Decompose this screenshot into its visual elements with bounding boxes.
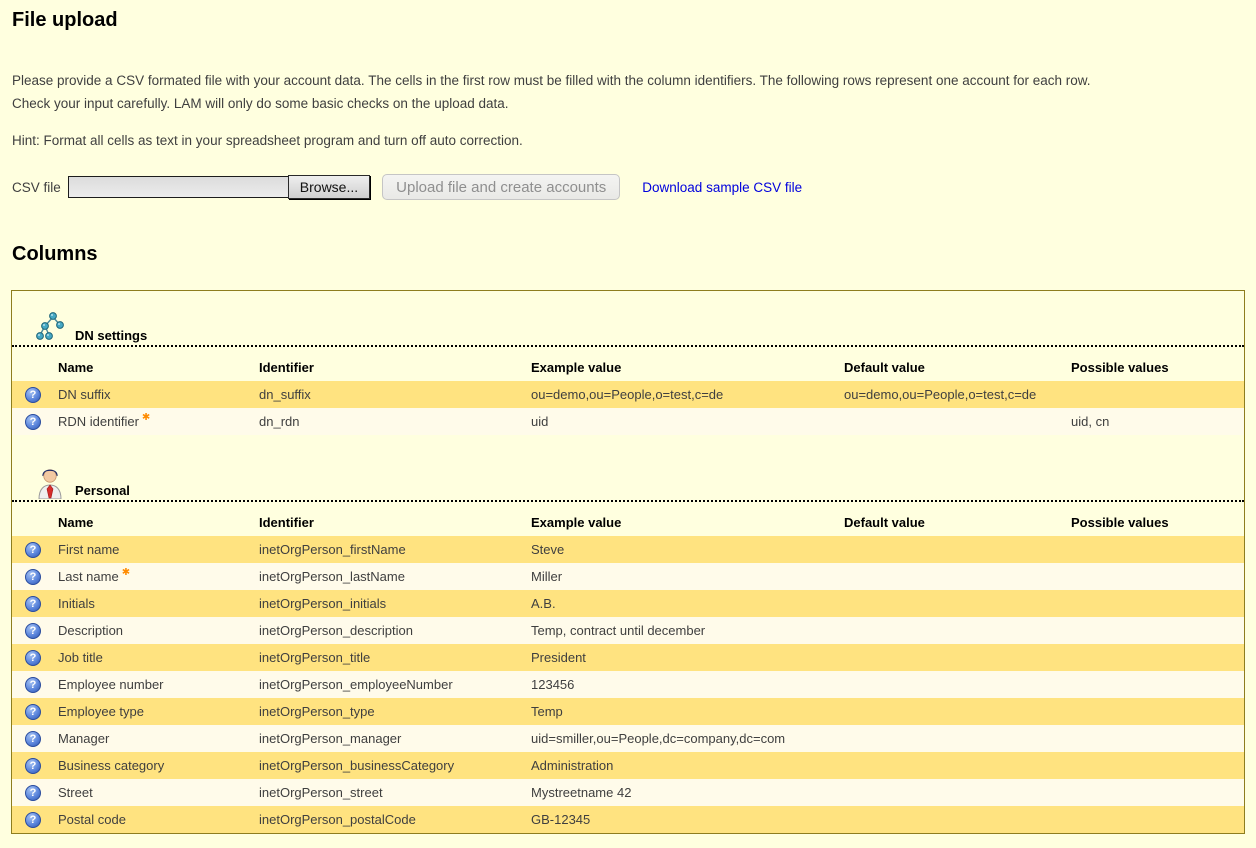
cell-name: DN suffix: [58, 387, 111, 403]
cell-example: Mystreetname 42: [531, 785, 632, 800]
help-icon[interactable]: ?: [25, 596, 41, 612]
help-icon[interactable]: ?: [25, 623, 41, 639]
section-dn-settings: [12, 308, 1244, 435]
cell-name: Business category: [58, 758, 165, 774]
cell-name: Employee type: [58, 704, 144, 720]
section-rows: [12, 536, 1244, 833]
table-row: [12, 806, 1244, 833]
cell-identifier: inetOrgPerson_lastName: [259, 569, 405, 584]
column-header-identifier: Identifier: [259, 515, 314, 530]
cell-example: A.B.: [531, 596, 556, 611]
cell-default: ou=demo,ou=People,o=test,c=de: [844, 387, 1037, 402]
table-row: [12, 752, 1244, 779]
tree-icon: [36, 308, 68, 344]
help-cell: [12, 541, 58, 558]
cell-identifier: inetOrgPerson_businessCategory: [259, 758, 455, 773]
hint-text: Hint: Format all cells as text in your spreadsheet program and turn off auto correction.: [12, 133, 523, 148]
column-header-name: Name: [58, 360, 94, 375]
column-header-identifier: Identifier: [259, 360, 314, 375]
help-cell: [12, 622, 58, 639]
table-row: [12, 725, 1244, 752]
section-head: [36, 308, 1244, 344]
cell-example: Temp, contract until december: [531, 623, 706, 638]
columns-table: [11, 290, 1245, 834]
upload-controls: [12, 174, 1244, 200]
cell-example: uid: [531, 414, 549, 429]
cell-example: President: [531, 650, 586, 665]
section-label: DN settings: [75, 328, 148, 343]
column-headers: [12, 502, 1244, 536]
section-rows: [12, 381, 1244, 435]
table-row: [12, 671, 1244, 698]
cell-name: RDN identifier ✱: [58, 413, 151, 430]
cell-identifier: inetOrgPerson_title: [259, 650, 371, 665]
cell-name: Last name ✱: [58, 568, 131, 585]
section-head: [36, 463, 1244, 499]
help-cell: [12, 386, 58, 403]
cell-identifier: dn_rdn: [259, 414, 300, 429]
person-icon: [36, 463, 68, 499]
cell-name: Job title: [58, 650, 103, 666]
table-row: [12, 536, 1244, 563]
table-row: [12, 563, 1244, 590]
section-personal: [12, 463, 1244, 833]
help-icon[interactable]: ?: [25, 387, 41, 403]
cell-identifier: inetOrgPerson_manager: [259, 731, 402, 746]
column-header-example-value: Example value: [531, 515, 622, 530]
column-header-default-value: Default value: [844, 515, 925, 530]
section-label: Personal: [75, 483, 130, 498]
help-cell: [12, 730, 58, 747]
help-cell: [12, 676, 58, 693]
help-icon[interactable]: ?: [25, 731, 41, 747]
help-icon[interactable]: ?: [25, 650, 41, 666]
cell-name: Postal code: [58, 812, 126, 828]
intro-text: [12, 69, 1244, 115]
column-header-name: Name: [58, 515, 94, 530]
help-cell: [12, 757, 58, 774]
table-row: [12, 381, 1244, 408]
column-header-default-value: Default value: [844, 360, 925, 375]
help-cell: [12, 568, 58, 585]
cell-name: Employee number: [58, 677, 164, 693]
cell-example: uid=smiller,ou=People,dc=company,dc=com: [531, 731, 786, 746]
help-cell: [12, 595, 58, 612]
help-cell: [12, 649, 58, 666]
column-headers: [12, 347, 1244, 381]
required-icon: ✱: [141, 413, 151, 424]
cell-identifier: inetOrgPerson_employeeNumber: [259, 677, 453, 692]
cell-example: ou=demo,ou=People,o=test,c=de: [531, 387, 724, 402]
csv-file-label: CSV file: [12, 179, 61, 195]
help-icon[interactable]: ?: [25, 542, 41, 558]
help-icon[interactable]: ?: [25, 812, 41, 828]
help-cell: [12, 811, 58, 828]
cell-name: Description: [58, 623, 124, 639]
cell-name: Manager: [58, 731, 110, 747]
cell-example: Miller: [531, 569, 563, 584]
cell-possible: uid, cn: [1071, 414, 1110, 429]
cell-example: GB-12345: [531, 812, 591, 827]
page-title: File upload: [12, 9, 118, 31]
table-row: [12, 698, 1244, 725]
help-icon[interactable]: ?: [25, 785, 41, 801]
table-row: [12, 590, 1244, 617]
browse-button[interactable]: Browse...: [288, 175, 370, 199]
cell-example: Temp: [531, 704, 563, 719]
cell-example: Steve: [531, 542, 565, 557]
help-cell: [12, 784, 58, 801]
cell-identifier: inetOrgPerson_firstName: [259, 542, 406, 557]
column-header-possible-values: Possible values: [1071, 515, 1169, 530]
help-icon[interactable]: ?: [25, 414, 41, 430]
table-row: [12, 644, 1244, 671]
cell-identifier: inetOrgPerson_type: [259, 704, 375, 719]
table-row: [12, 617, 1244, 644]
table-row: [12, 408, 1244, 435]
upload-button[interactable]: Upload file and create accounts: [382, 174, 620, 200]
column-header-possible-values: Possible values: [1071, 360, 1169, 375]
download-sample-csv-link[interactable]: Download sample CSV file: [642, 179, 803, 195]
cell-name: First name: [58, 542, 120, 558]
cell-name: Street: [58, 785, 93, 801]
column-header-example-value: Example value: [531, 360, 622, 375]
help-icon[interactable]: ?: [25, 569, 41, 585]
cell-identifier: inetOrgPerson_postalCode: [259, 812, 416, 827]
cell-identifier: dn_suffix: [259, 387, 311, 402]
intro-line-2: Check your input carefully. LAM will only do some basic checks on the upload data.: [12, 96, 509, 111]
cell-identifier: inetOrgPerson_description: [259, 623, 413, 638]
intro-line-1: Please provide a CSV formated file with your account data. The cells in the first row must be filled with the column identifiers. The following rows represent one account for each row.: [12, 73, 1091, 88]
help-cell: [12, 413, 58, 430]
csv-file-input[interactable]: [68, 176, 288, 198]
cell-example: Administration: [531, 758, 614, 773]
cell-identifier: inetOrgPerson_initials: [259, 596, 387, 611]
cell-identifier: inetOrgPerson_street: [259, 785, 383, 800]
cell-example: 123456: [531, 677, 575, 692]
cell-name: Initials: [58, 596, 95, 612]
required-icon: ✱: [121, 568, 131, 579]
help-icon[interactable]: ?: [25, 677, 41, 693]
columns-title: Columns: [12, 243, 98, 265]
help-icon[interactable]: ?: [25, 704, 41, 720]
help-cell: [12, 703, 58, 720]
help-icon[interactable]: ?: [25, 758, 41, 774]
table-row: [12, 779, 1244, 806]
